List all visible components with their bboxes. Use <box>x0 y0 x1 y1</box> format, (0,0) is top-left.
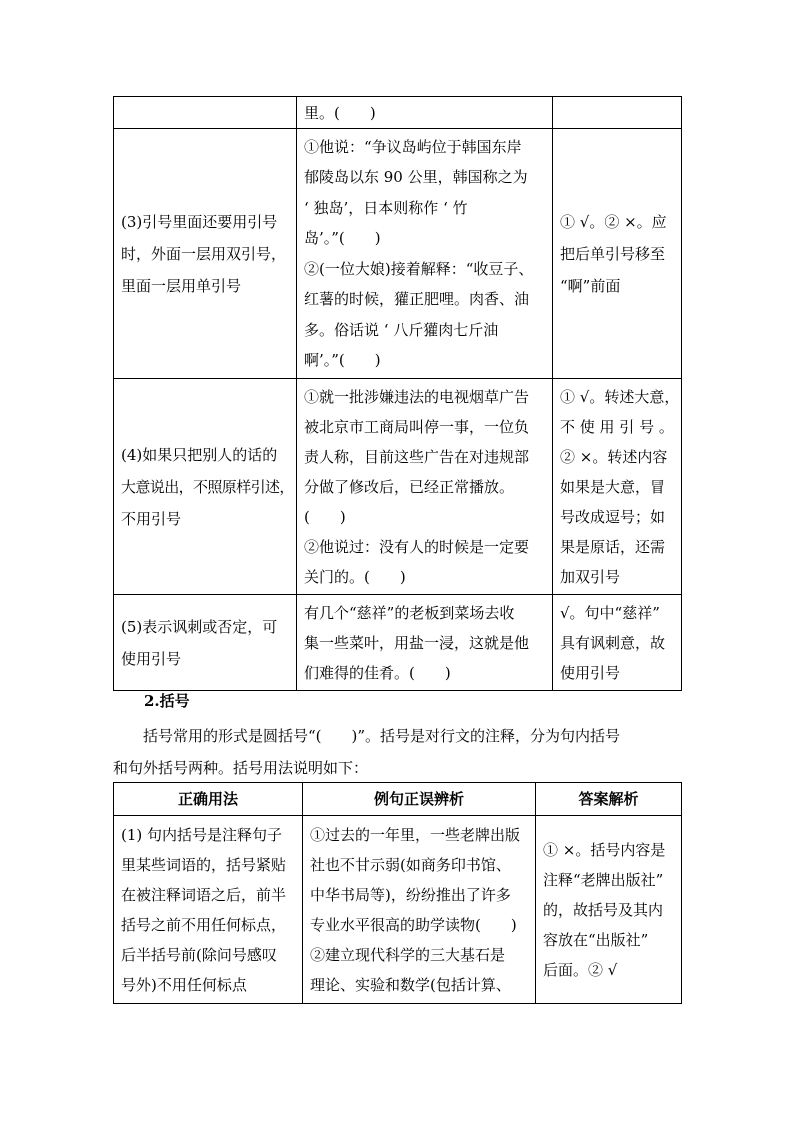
section-paragraph: 括号常用的形式是圆括号“( )”。括号是对行文的注释，分为句内括号 和句外括号两种。括号用法说明如下： <box>113 727 621 777</box>
usage-cell <box>114 97 297 129</box>
table-row <box>114 97 682 129</box>
table-row <box>114 816 682 1004</box>
example-cell: 里。( ) <box>297 97 553 129</box>
column-header: 正确用法 <box>114 783 303 816</box>
table-header-row <box>114 783 682 816</box>
table-row <box>114 595 682 691</box>
brackets-table <box>113 782 682 1004</box>
usage-cell: (5)表示讽刺或否定，可 使用引号 <box>114 595 297 691</box>
example-cell: ①过去的一年里，一些老牌出版 社也不甘示弱(如商务印书馆、 中华书局等)，纷纷推出了许多 专业水平很高的助学读物( ) ②建立现代科学的三大基石是 理论、实验和数学(包括计算、 <box>303 816 536 1004</box>
usage-cell: (1) 句内括号是注释句子 里某些词语的，括号紧贴 在被注释词语之后，前半 括号之前不用任何标点， 后半括号前(除问号感叹 号外)不用任何标点 <box>114 816 303 1004</box>
answer-cell: √。句中“慈祥” 具有讽刺意，故 使用引号 <box>553 595 682 691</box>
answer-cell: ① √。转述大意， 不 使 用 引 号 。 ② ×。转述内容 如果是大意，冒 号改成逗号；如 果是原话，还需 加双引号 <box>553 379 682 595</box>
example-cell: 有几个“慈祥”的老板到菜场去收 集一些菜叶，用盐一浸，这就是他 们难得的佳肴。( ) <box>297 595 553 691</box>
column-header: 答案解析 <box>536 783 682 816</box>
section-title: 2.括号 <box>144 692 190 710</box>
usage-cell: (4)如果只把别人的话的 大意说出，不照原样引述， 不用引号 <box>114 379 297 595</box>
answer-cell <box>553 97 682 129</box>
example-cell: ①他说：“争议岛屿位于韩国东岸 郁陵岛以东 90 公里，韩国称之为 ‘ 独岛’，日本则称作 ‘ 竹 岛’。”( ) ②(一位大娘)接着解释：“收豆子、 红薯的时候，獾正肥哩。肉香、油 多。俗话说 ‘ 八斤獾肉七斤油 啊’。”( ) <box>297 129 553 379</box>
table-row <box>114 129 682 379</box>
usage-cell: (3)引号里面还要用引号 时，外面一层用双引号， 里面一层用单引号 <box>114 129 297 379</box>
answer-cell: ① ×。括号内容是 注释“老牌出版社” 的，故括号及其内 容放在“出版社” 后面。② √ <box>536 816 682 1004</box>
example-cell: ①就一批涉嫌违法的电视烟草广告 被北京市工商局叫停一事，一位负 责人称，目前这些广告在对违规部 分做了修改后，已经正常播放。 ( ) ②他说过：没有人的时候是一定要 关门的。( ) <box>297 379 553 595</box>
quotation-marks-table <box>113 96 682 691</box>
table-row <box>114 379 682 595</box>
answer-cell: ① √。② ×。应 把后单引号移至 “啊”前面 <box>553 129 682 379</box>
column-header: 例句正误辨析 <box>303 783 536 816</box>
